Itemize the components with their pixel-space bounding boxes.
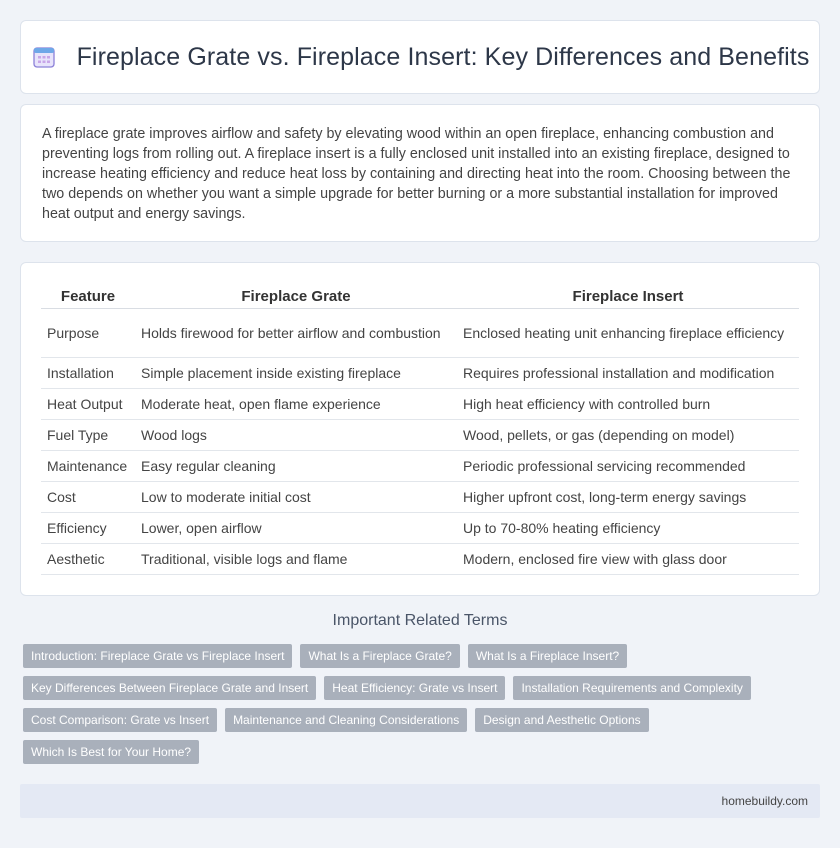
table-cell: Holds firewood for better airflow and combustion (135, 309, 457, 358)
table-cell: Simple placement inside existing fireplace (135, 358, 457, 389)
table-cell: Purpose (41, 309, 135, 358)
table-cell: Up to 70-80% heating efficiency (457, 513, 799, 544)
table-cell: Heat Output (41, 389, 135, 420)
related-term-tag[interactable]: Installation Requirements and Complexity (513, 676, 750, 700)
header-card (20, 20, 820, 94)
related-term-tag[interactable]: What Is a Fireplace Grate? (300, 644, 459, 668)
related-term-tag[interactable]: Heat Efficiency: Grate vs Insert (324, 676, 505, 700)
table-cell: Aesthetic (41, 544, 135, 575)
comparison-table (41, 283, 799, 575)
table-cell: Enclosed heating unit enhancing fireplace efficiency (457, 309, 799, 358)
related-term-tag[interactable]: Maintenance and Cleaning Considerations (225, 708, 467, 732)
table-cell: Maintenance (41, 451, 135, 482)
column-header-feature: Feature (41, 283, 135, 309)
related-terms-heading: Important Related Terms (332, 612, 508, 629)
footer-site-link[interactable]: homebuildy.com (721, 794, 808, 808)
table-cell: Wood, pellets, or gas (depending on model) (457, 420, 799, 451)
table-row (41, 513, 799, 544)
table-row (41, 309, 799, 358)
table-cell: Wood logs (135, 420, 457, 451)
table-row (41, 358, 799, 389)
related-term-tag[interactable]: Introduction: Fireplace Grate vs Fireplace Insert (23, 644, 292, 668)
page-title: Fireplace Grate vs. Fireplace Insert: Key Differences and Benefits (76, 42, 810, 71)
table-row (41, 482, 799, 513)
table-cell: Periodic professional servicing recommended (457, 451, 799, 482)
related-term-tag[interactable]: Cost Comparison: Grate vs Insert (23, 708, 217, 732)
table-cell: Low to moderate initial cost (135, 482, 457, 513)
related-term-tag[interactable]: Key Differences Between Fireplace Grate and Insert (23, 676, 316, 700)
table-cell: Modern, enclosed fire view with glass door (457, 544, 799, 575)
table-row (41, 544, 799, 575)
table-cell: Lower, open airflow (135, 513, 457, 544)
related-term-tag[interactable]: What Is a Fireplace Insert? (468, 644, 627, 668)
intro-card (20, 104, 820, 242)
related-term-tag[interactable]: Design and Aesthetic Options (475, 708, 648, 732)
comparison-table-card (20, 262, 820, 596)
table-cell: Fuel Type (41, 420, 135, 451)
column-header-insert: Fireplace Insert (457, 283, 799, 309)
table-cell: Requires professional installation and modification (457, 358, 799, 389)
table-cell: Installation (41, 358, 135, 389)
table-row (41, 451, 799, 482)
table-cell: Higher upfront cost, long-term energy savings (457, 482, 799, 513)
table-row (41, 389, 799, 420)
table-cell: Cost (41, 482, 135, 513)
calendar-icon (31, 44, 57, 70)
title-wrap (31, 43, 810, 72)
table-cell: High heat efficiency with controlled burn (457, 389, 799, 420)
table-cell: Traditional, visible logs and flame (135, 544, 457, 575)
table-header-row (41, 283, 799, 309)
related-terms-tags (20, 644, 820, 764)
related-term-tag[interactable]: Which Is Best for Your Home? (23, 740, 199, 764)
footer (20, 784, 820, 818)
column-header-grate: Fireplace Grate (135, 283, 457, 309)
intro-paragraph: A fireplace grate improves airflow and safety by elevating wood within an open fireplace, enhancing combustion and preventing logs from rolling out. A fireplace insert is a fully enclosed unit installed into an existing fireplace, designed to increase heating efficiency and reduce heat loss by containing and directing heat into the room. Choosing between the two depends on whether you want a simple upgrade for better burning or a more substantial installation for improved heat output and energy savings. (42, 126, 791, 222)
table-cell: Moderate heat, open flame experience (135, 389, 457, 420)
table-row (41, 420, 799, 451)
related-terms-section (20, 612, 820, 764)
table-cell: Easy regular cleaning (135, 451, 457, 482)
table-cell: Efficiency (41, 513, 135, 544)
